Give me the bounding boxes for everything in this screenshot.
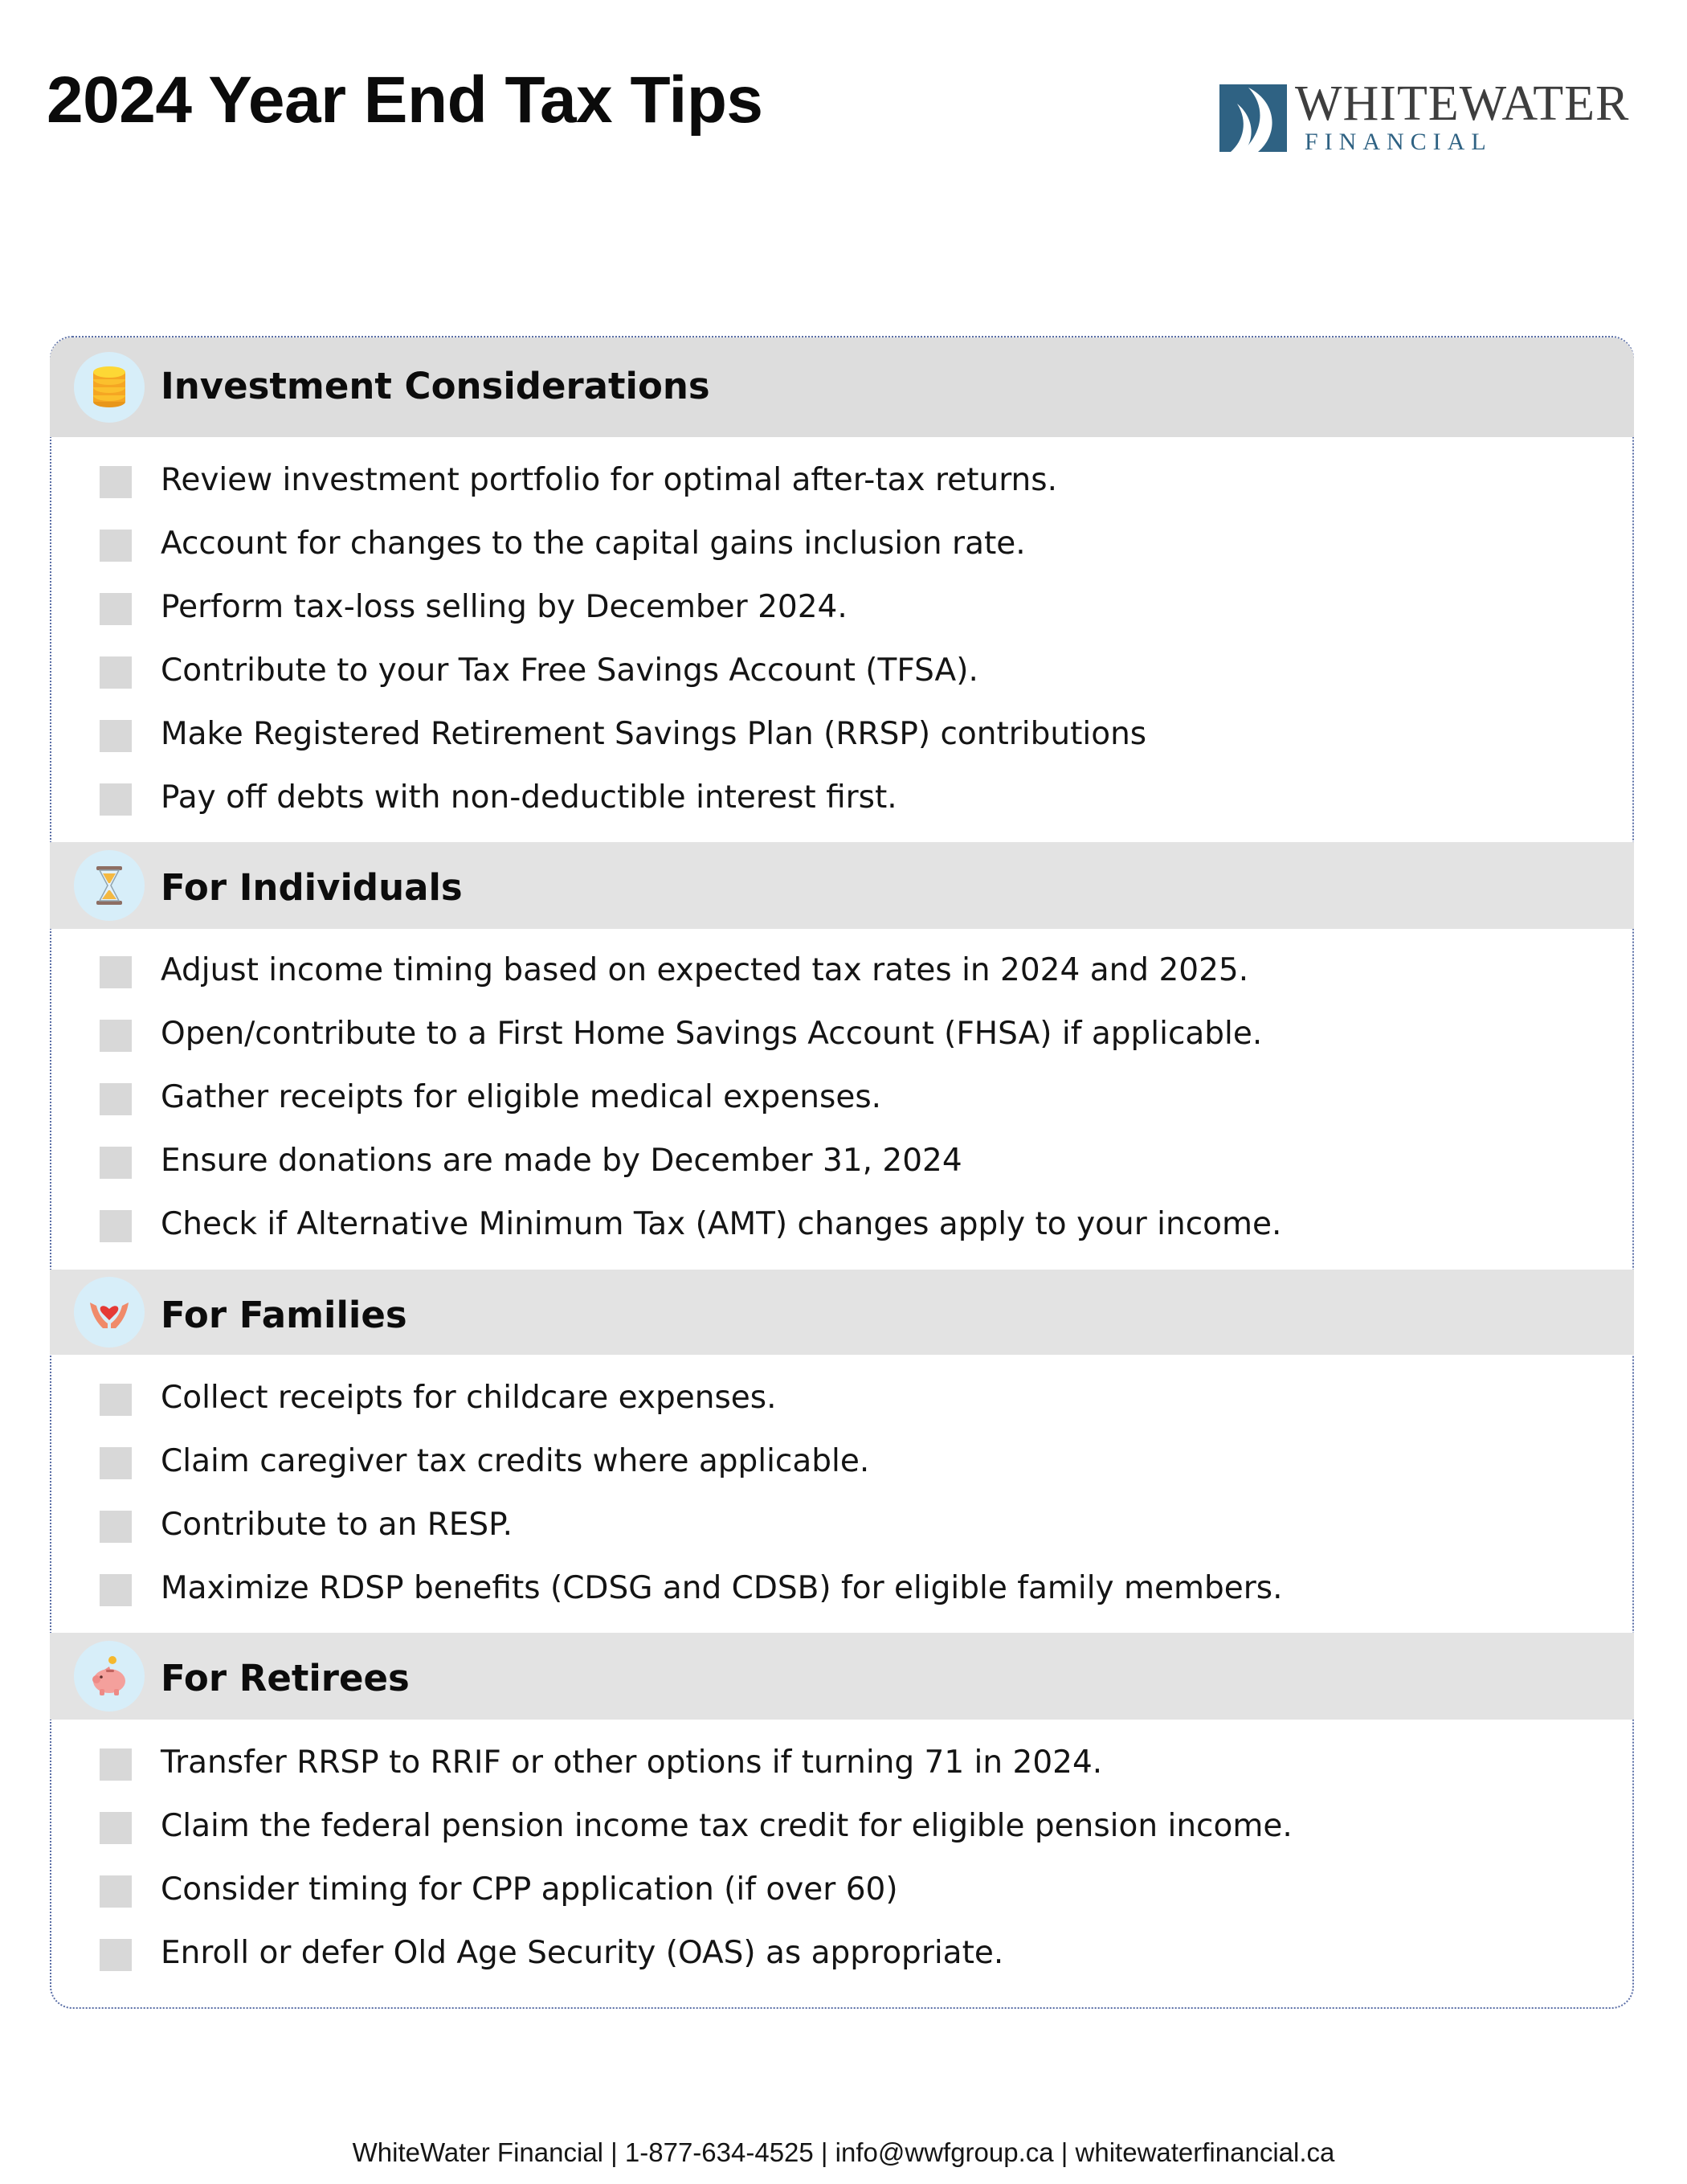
checkbox[interactable] [100,1447,132,1479]
item-label: Ensure donations are made by December 31, 2024 [161,1143,962,1179]
section-header-individuals [50,842,1634,929]
section-title: For Retirees [161,1657,410,1699]
item-label: Maximize RDSP benefits (CDSG and CDSB) for eligible family members. [161,1570,1283,1606]
checkbox[interactable] [100,1147,132,1179]
section-header-families [50,1270,1634,1355]
checklist-item [100,710,1586,759]
checklist-item [100,1074,1586,1122]
checklist-item [100,947,1586,995]
item-label: Gather receipts for eligible medical expenses. [161,1079,882,1115]
checkbox[interactable] [100,1511,132,1543]
hourglass-icon [74,850,145,921]
item-label: Open/contribute to a First Home Savings Account (FHSA) if applicable. [161,1016,1263,1052]
item-label: Contribute to an RESP. [161,1507,513,1543]
checkbox[interactable] [100,530,132,562]
checklist-item [100,1564,1586,1613]
page-title: 2024 Year End Tax Tips [47,63,763,137]
logo-subtitle: FINANCIAL [1305,129,1493,155]
checklist-item [100,1501,1586,1549]
company-logo [1219,76,1630,161]
section-header-investment [50,337,1634,437]
piggy-bank-icon [74,1641,145,1712]
checklist-item [100,1137,1586,1185]
checklist-item [100,520,1586,568]
checkbox[interactable] [100,1875,132,1908]
checkbox[interactable] [100,720,132,752]
checkbox[interactable] [100,1812,132,1844]
checklist-item [100,647,1586,695]
checklist-item [100,1929,1586,1977]
checkbox[interactable] [100,956,132,988]
section-header-retirees [50,1633,1634,1720]
item-label: Collect receipts for childcare expenses. [161,1380,777,1416]
checklist-item [100,456,1586,505]
checklist-item [100,1438,1586,1486]
item-label: Pay off debts with non-deductible interest first. [161,779,897,816]
item-label: Claim caregiver tax credits where applicable. [161,1443,870,1479]
coins-icon [74,352,145,423]
item-label: Perform tax-loss selling by December 2024. [161,589,848,625]
checklist-item [100,1374,1586,1422]
checklist-item [100,1866,1586,1914]
checkbox[interactable] [100,783,132,816]
section-title: Investment Considerations [161,365,710,407]
logo-wordmark: WHITEWATER [1295,76,1630,131]
checkbox[interactable] [100,1748,132,1781]
item-label: Claim the federal pension income tax credit for eligible pension income. [161,1808,1293,1844]
sail-logo-icon [1219,84,1287,152]
checkbox[interactable] [100,656,132,689]
checkbox[interactable] [100,1939,132,1971]
checkbox[interactable] [100,1020,132,1052]
footer-contact: WhiteWater Financial | 1-877-634-4525 | info@wwfgroup.ca | whitewaterfinancial.ca [352,2137,1335,2167]
item-label: Contribute to your Tax Free Savings Account (TFSA). [161,652,978,689]
section-title: For Families [161,1294,407,1336]
item-label: Review investment portfolio for optimal after-tax returns. [161,462,1057,498]
checklist-item [100,774,1586,822]
checkbox[interactable] [100,1210,132,1242]
checkbox[interactable] [100,466,132,498]
item-label: Account for changes to the capital gains inclusion rate. [161,526,1026,562]
item-label: Consider timing for CPP application (if over 60) [161,1871,898,1908]
item-label: Make Registered Retirement Savings Plan (RRSP) contributions [161,716,1147,752]
section-title: For Individuals [161,866,463,909]
checklist-item [100,1739,1586,1787]
checkbox[interactable] [100,1083,132,1115]
item-label: Enroll or defer Old Age Security (OAS) as appropriate. [161,1935,1004,1971]
checklist-item [100,1010,1586,1058]
checkbox[interactable] [100,1384,132,1416]
checklist-item [100,1802,1586,1851]
checklist-item [100,583,1586,632]
item-label: Check if Alternative Minimum Tax (AMT) changes apply to your income. [161,1206,1282,1242]
checklist-item [100,1200,1586,1249]
hands-heart-icon [74,1277,145,1348]
checkbox[interactable] [100,1574,132,1606]
item-label: Adjust income timing based on expected tax rates in 2024 and 2025. [161,952,1249,988]
checkbox[interactable] [100,593,132,625]
item-label: Transfer RRSP to RRIF or other options if turning 71 in 2024. [161,1744,1103,1781]
